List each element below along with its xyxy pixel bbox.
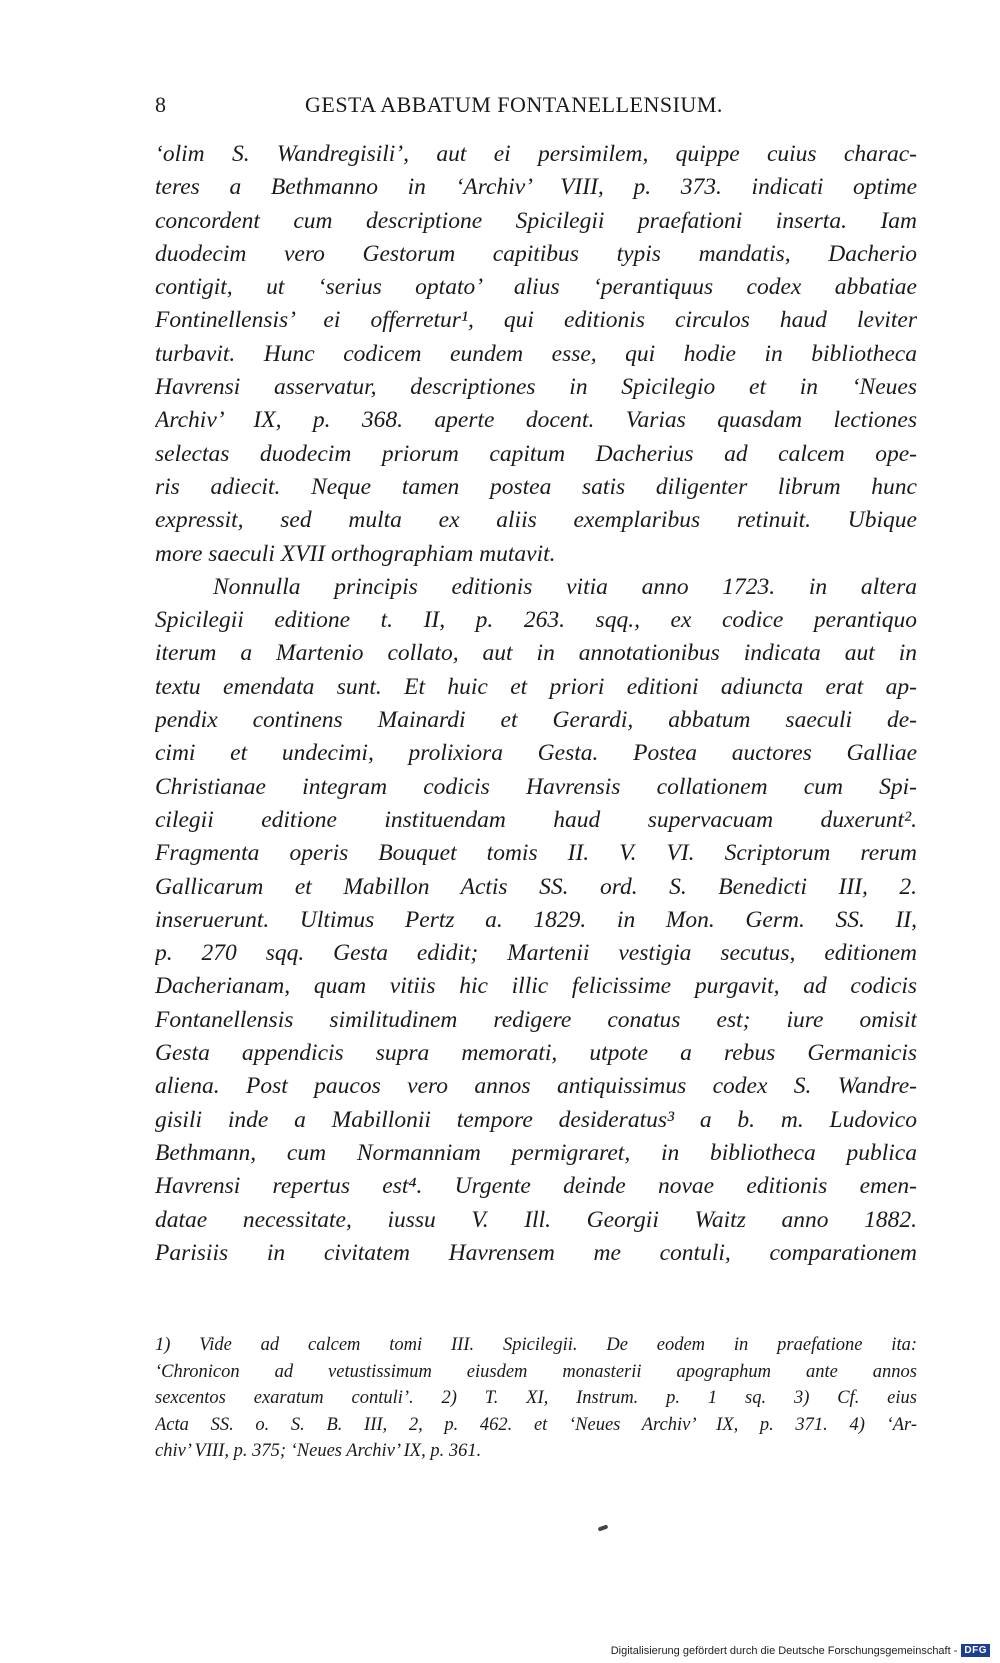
footnote-line: chiv’ VIII, p. 375; ‘Neues Archiv’ IX, p. 361. (155, 1441, 482, 1462)
body-line: p. 270 sqq. Gesta edidit; Martenii vestigia secutus, editionem (155, 940, 917, 967)
body-line: Gallicarum et Mabillon Actis SS. ord. S. Benedicti III, 2. (155, 873, 917, 900)
body-line: duodecim vero Gestorum capitibus typis mandatis, Dacherio (155, 240, 917, 267)
body-line: expressit, sed multa ex aliis exemplaribus retinuit. Ubique (155, 507, 917, 534)
footnotes (155, 1332, 917, 1465)
body-line: Bethmann, cum Normanniam permigraret, in bibliotheca publica (155, 1139, 917, 1166)
body-line: concordent cum descriptione Spicilegii praefationi inserta. Iam (155, 207, 917, 234)
body-line: ‘olim S. Wandregisili’, aut ei persimilem, quippe cuius charac- (155, 141, 917, 167)
body-line: Parisiis in civitatem Havrensem me contuli, comparationem (155, 1239, 917, 1266)
body-line: pendix continens Mainardi et Gerardi, abbatum saeculi de- (155, 707, 917, 734)
body-line: Gesta appendicis supra memorati, utpote a rebus Germanicis (155, 1040, 917, 1067)
body-line: iterum a Martenio collato, aut in annotationibus indicata aut in (155, 640, 917, 667)
body-line: aliena. Post paucos vero annos antiquissimus codex S. Wandre- (155, 1073, 917, 1100)
running-title: GESTA ABBATUM FONTANELLENSIUM. (305, 92, 723, 117)
footnote-line: ‘Chronicon ad vetustissimum eiusdem monasterii apographum ante annos (155, 1361, 917, 1382)
body-line: turbavit. Hunc codicem eundem esse, qui hodie in bibliotheca (155, 340, 917, 367)
body-line: ris adiecit. Neque tamen postea satis diligenter librum hunc (155, 473, 917, 500)
body-line: Dacherianam, quam vitiis hic illic felicissime purgavit, ad codicis (155, 973, 917, 1000)
body-line: Fontinellensis’ ei offerretur¹, qui editionis circulos haud leviter (155, 307, 917, 334)
body-line: teres a Bethmanno in ‘Archiv’ VIII, p. 373. indicati optime (155, 174, 917, 201)
page-header (155, 92, 915, 122)
body-line: Spicilegii editione t. II, p. 263. sqq., ex codice perantiquo (155, 607, 917, 634)
body-line: cilegii editione instituendam haud supervacuam duxerunt². (155, 806, 917, 833)
body-line: Havrensi repertus est⁴. Urgente deinde novae editionis emen- (155, 1173, 917, 1200)
body-line: Fontanellensis similitudinem redigere conatus est; iure omisit (155, 1006, 917, 1033)
body-line: Christianae integram codicis Havrensis collationem cum Spi- (155, 773, 917, 800)
body-line: Fragmenta operis Bouquet tomis II. V. VI. Scriptorum rerum (155, 840, 917, 867)
footnote-line: sexcentos exaratum contuli’. 2) T. XI, Instrum. p. 1 sq. 3) Cf. eius (155, 1388, 917, 1409)
body-line: more saeculi XVII orthographiam mutavit. (155, 540, 556, 567)
dfg-logo-icon: DFG (961, 1644, 990, 1657)
digitization-credit (611, 1644, 990, 1657)
page-number: 8 (155, 92, 166, 117)
body-line: Nonnulla principis editionis vitia anno 1723. in altera (213, 573, 917, 600)
footnote-line: 1) Vide ad calcem tomi III. Spicilegii. De eodem in praefatione ita: (155, 1335, 917, 1355)
body-line: datae necessitate, iussu V. Ill. Georgii Waitz anno 1882. (155, 1206, 917, 1233)
body-line: contigit, ut ‘serius optato’ alius ‘perantiquus codex abbatiae (155, 274, 917, 301)
body-line: textu emendata sunt. Et huic et priori editioni adiuncta erat ap- (155, 673, 917, 700)
body-line: Archiv’ IX, p. 368. aperte docent. Varias quasdam lectiones (155, 407, 917, 434)
body-line: selectas duodecim priorum capitum Dacherius ad calcem ope- (155, 440, 917, 467)
body-line: cimi et undecimi, prolixiora Gesta. Postea auctores Galliae (155, 740, 917, 767)
body-text (155, 138, 917, 1270)
body-line: gisili inde a Mabillonii tempore desideratus³ a b. m. Ludovico (155, 1106, 917, 1133)
credit-text: Digitalisierung gefördert durch die Deutsche Forschungsgemeinschaft - (610, 1644, 958, 1657)
body-line: Havrensi asservatur, descriptiones in Spicilegio et in ‘Neues (155, 374, 917, 401)
footnote-line: Acta SS. o. S. B. III, 2, p. 462. et ‘Neues Archiv’ IX, p. 371. 4) ‘Ar- (155, 1414, 917, 1435)
body-line: inseruerunt. Ultimus Pertz a. 1829. in Mon. Germ. SS. II, (155, 906, 917, 933)
ink-mark (598, 1524, 609, 1531)
